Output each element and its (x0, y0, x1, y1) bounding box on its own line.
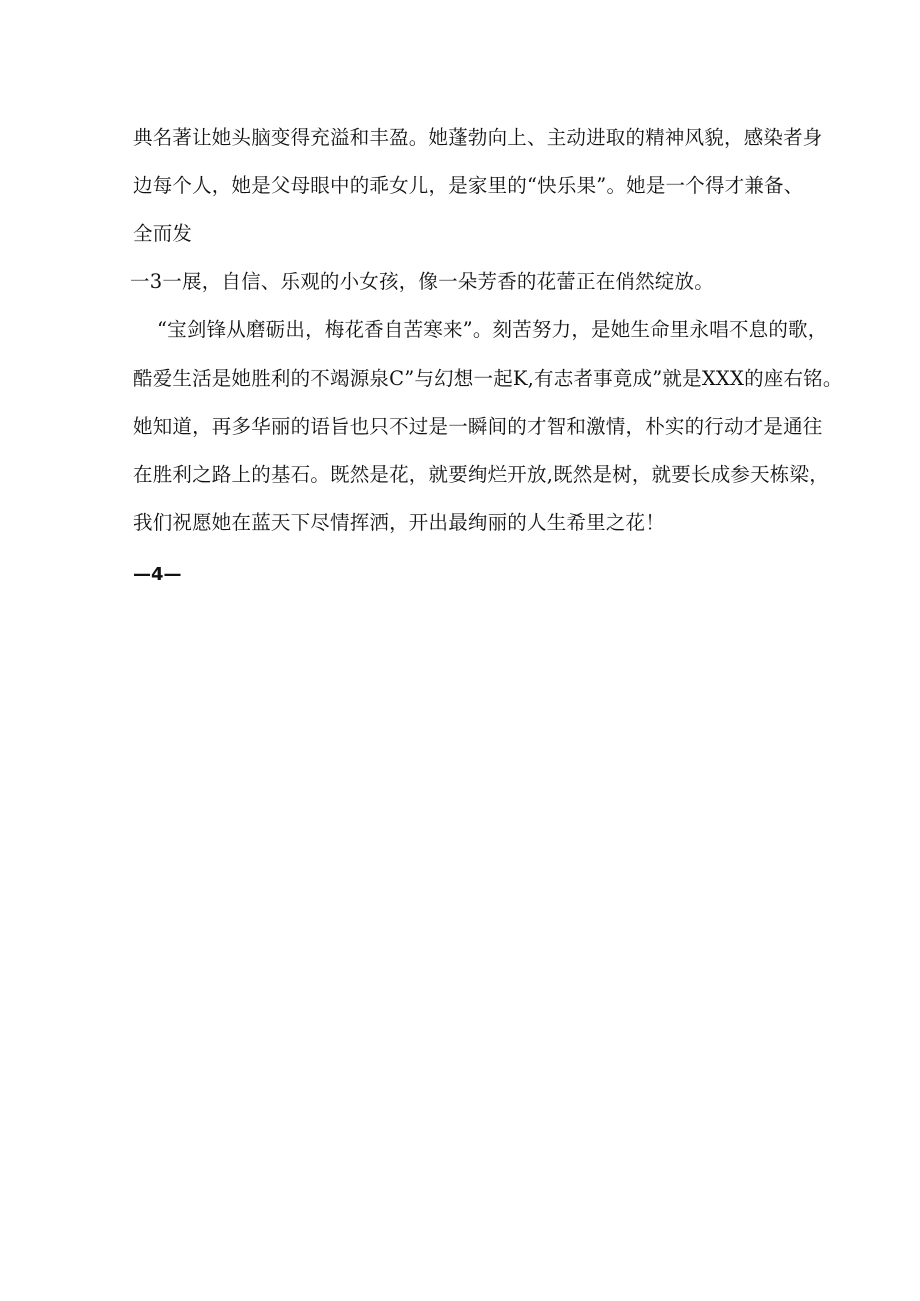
paragraph-line-3: 全而发 (133, 222, 193, 245)
paragraph-line-5: “宝剑锋从磨砺出，梅花香自苦寒来”。刻苦努力，是她生命里永唱不息的歌， (157, 318, 828, 341)
paragraph-line-1: 典名著让她头脑变得充溢和丰盈。她蓬勃向上、主动进取的精神风貌，感染者身 (133, 126, 823, 149)
paragraph-line-9: 我们祝愿她在蓝天下尽情挥洒，开出最绚丽的人生希里之花！ (133, 511, 665, 534)
paragraph-line-8: 在胜利之路上的基石。既然是花，就要绚烂开放,既然是树，就要长成参天栋梁， (133, 463, 829, 486)
paragraph-line-4: 一3一展，自信、乐观的小女孩，像一朵芳香的花蕾正在俏然绽放。 (130, 270, 714, 293)
page-number: —4— (133, 564, 182, 585)
paragraph-line-7: 她知道，再多华丽的语旨也只不过是一瞬间的才智和激情，朴实的行动才是通往 (133, 415, 823, 438)
paragraph-line-6: 酷爱生活是她胜利的不竭源泉C”与幻想一起K,有志者事竟成”就是XXX的座右铭。 (133, 367, 843, 390)
paragraph-line-2: 边每个人，她是父母眼中的乖女儿，是家里的“快乐果”。她是一个得才兼备、 (133, 174, 804, 197)
